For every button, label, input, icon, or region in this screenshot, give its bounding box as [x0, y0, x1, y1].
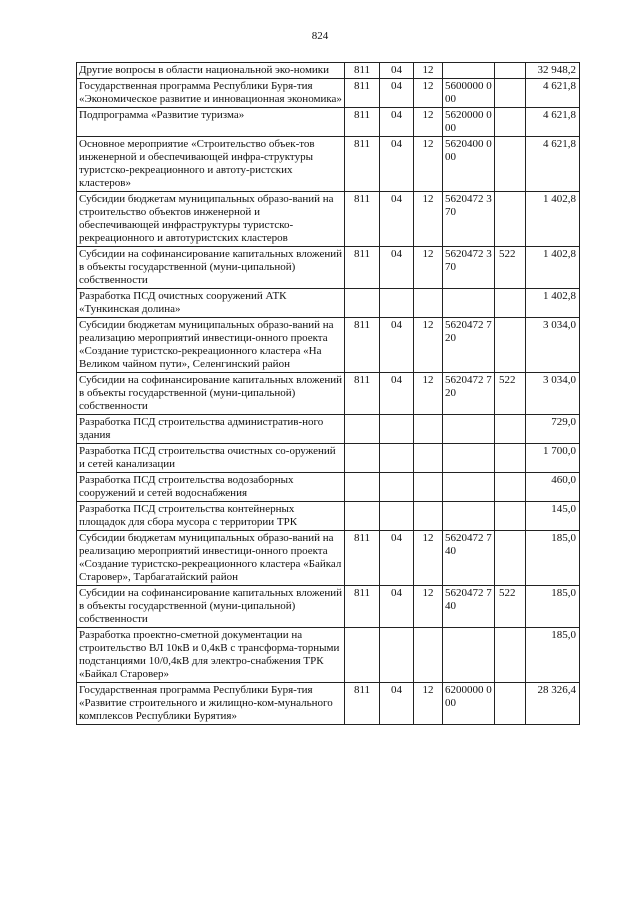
budget-table [76, 62, 580, 725]
ministry-code-cell: 811 [345, 247, 380, 289]
ministry-code-cell [345, 444, 380, 473]
section-code-cell [380, 444, 414, 473]
amount-cell: 3 034,0 [526, 373, 580, 415]
page-number: 824 [311, 30, 329, 42]
table-row [77, 192, 580, 247]
amount-cell: 145,0 [526, 502, 580, 531]
section-code-cell: 04 [380, 247, 414, 289]
item-name-cell: Разработка ПСД строительства административ-ного здания [77, 415, 345, 444]
amount-cell: 32 948,2 [526, 63, 580, 79]
table-row [77, 373, 580, 415]
target-article-cell [443, 473, 495, 502]
item-name-cell: Субсидии бюджетам муниципальных образо-ваний на строительство объектов инженерной и обеспечивающей инфраструктуры туристско-рекреационного и автотуристских кластеров [77, 192, 345, 247]
item-name-cell: Разработка проектно-сметной документации на строительство ВЛ 10кВ и 0,4кВ с трансформа-торными подстанциями 10/0,4кВ для электро-снабжения ТРК «Байкал Старовер» [77, 628, 345, 683]
expense-type-cell [495, 63, 526, 79]
section-code-cell: 04 [380, 683, 414, 725]
ministry-code-cell [345, 502, 380, 531]
item-name-cell: Субсидии на софинансирование капитальных вложений в объекты государственной (муни-ципальной) собственности [77, 586, 345, 628]
expense-type-cell [495, 192, 526, 247]
subsection-code-cell: 12 [414, 318, 443, 373]
subsection-code-cell: 12 [414, 137, 443, 192]
ministry-code-cell [345, 628, 380, 683]
table-row [77, 444, 580, 473]
section-code-cell [380, 289, 414, 318]
expense-type-cell [495, 531, 526, 586]
ministry-code-cell: 811 [345, 586, 380, 628]
ministry-code-cell: 811 [345, 318, 380, 373]
item-name-cell: Государственная программа Республики Буря-тия «Экономическое развитие и инновационная экономика» [77, 79, 345, 108]
amount-cell: 4 621,8 [526, 137, 580, 192]
item-name-cell: Субсидии бюджетам муниципальных образо-ваний на реализацию мероприятий инвестици-онного проекта «Создание туристско-рекреационного кластера «На Великом чайном пути», Селенгинский район [77, 318, 345, 373]
section-code-cell: 04 [380, 79, 414, 108]
target-article-cell: 5620472 370 [443, 247, 495, 289]
subsection-code-cell: 12 [414, 79, 443, 108]
expense-type-cell [495, 502, 526, 531]
ministry-code-cell: 811 [345, 531, 380, 586]
ministry-code-cell [345, 473, 380, 502]
ministry-code-cell [345, 415, 380, 444]
subsection-code-cell: 12 [414, 683, 443, 725]
item-name-cell: Разработка ПСД строительства очистных со-оружений и сетей канализации [77, 444, 345, 473]
target-article-cell: 5620472 740 [443, 586, 495, 628]
item-name-cell: Другие вопросы в области национальной эко-номики [77, 63, 345, 79]
target-article-cell: 5620472 720 [443, 318, 495, 373]
table-row [77, 502, 580, 531]
amount-cell: 185,0 [526, 586, 580, 628]
expense-type-cell [495, 79, 526, 108]
target-article-cell: 5620472 740 [443, 531, 495, 586]
subsection-code-cell [414, 289, 443, 318]
ministry-code-cell: 811 [345, 63, 380, 79]
expense-type-cell: 522 [495, 247, 526, 289]
ministry-code-cell: 811 [345, 137, 380, 192]
section-code-cell: 04 [380, 108, 414, 137]
section-code-cell [380, 502, 414, 531]
target-article-cell: 6200000 000 [443, 683, 495, 725]
ministry-code-cell: 811 [345, 192, 380, 247]
item-name-cell: Разработка ПСД строительства контейнерных площадок для сбора мусора с территории ТРК [77, 502, 345, 531]
section-code-cell [380, 415, 414, 444]
expense-type-cell [495, 473, 526, 502]
target-article-cell [443, 444, 495, 473]
expense-type-cell [495, 137, 526, 192]
table-row [77, 289, 580, 318]
table-row [77, 318, 580, 373]
amount-cell: 1 402,8 [526, 247, 580, 289]
expense-type-cell [495, 289, 526, 318]
expense-type-cell: 522 [495, 586, 526, 628]
section-code-cell: 04 [380, 63, 414, 79]
expense-type-cell [495, 415, 526, 444]
subsection-code-cell [414, 473, 443, 502]
table-body [77, 63, 580, 725]
target-article-cell [443, 415, 495, 444]
amount-cell: 28 326,4 [526, 683, 580, 725]
section-code-cell: 04 [380, 137, 414, 192]
table-row [77, 628, 580, 683]
amount-cell: 460,0 [526, 473, 580, 502]
target-article-cell: 5600000 000 [443, 79, 495, 108]
table-row [77, 137, 580, 192]
item-name-cell: Государственная программа Республики Буря-тия «Развитие строительного и жилищно-ком-мунального комплексов Республики Бурятия» [77, 683, 345, 725]
target-article-cell [443, 63, 495, 79]
table-row [77, 79, 580, 108]
table-row [77, 586, 580, 628]
target-article-cell: 5620400 000 [443, 137, 495, 192]
item-name-cell: Субсидии на софинансирование капитальных вложений в объекты государственной (муни-ципальной) собственности [77, 247, 345, 289]
expense-type-cell [495, 108, 526, 137]
item-name-cell: Разработка ПСД строительства водозаборных сооружений и сетей водоснабжения [77, 473, 345, 502]
section-code-cell: 04 [380, 318, 414, 373]
item-name-cell: Субсидии бюджетам муниципальных образо-ваний на реализацию мероприятий инвестици-онного проекта «Создание туристско-рекреационного кластера «Байкал Старовер», Тарбагатайский район [77, 531, 345, 586]
expense-type-cell [495, 318, 526, 373]
expense-type-cell: 522 [495, 373, 526, 415]
target-article-cell: 5620472 720 [443, 373, 495, 415]
item-name-cell: Подпрограмма «Развитие туризма» [77, 108, 345, 137]
amount-cell: 1 402,8 [526, 289, 580, 318]
target-article-cell: 5620472 370 [443, 192, 495, 247]
amount-cell: 1 402,8 [526, 192, 580, 247]
target-article-cell [443, 502, 495, 531]
amount-cell: 4 621,8 [526, 108, 580, 137]
ministry-code-cell: 811 [345, 683, 380, 725]
ministry-code-cell: 811 [345, 79, 380, 108]
section-code-cell [380, 473, 414, 502]
amount-cell: 185,0 [526, 531, 580, 586]
expense-type-cell [495, 683, 526, 725]
amount-cell: 729,0 [526, 415, 580, 444]
subsection-code-cell [414, 628, 443, 683]
subsection-code-cell: 12 [414, 586, 443, 628]
table-row [77, 683, 580, 725]
subsection-code-cell: 12 [414, 247, 443, 289]
subsection-code-cell: 12 [414, 63, 443, 79]
item-name-cell: Субсидии на софинансирование капитальных вложений в объекты государственной (муни-ципальной) собственности [77, 373, 345, 415]
ministry-code-cell [345, 289, 380, 318]
expense-type-cell [495, 444, 526, 473]
subsection-code-cell [414, 502, 443, 531]
subsection-code-cell: 12 [414, 192, 443, 247]
table-row [77, 108, 580, 137]
table-row [77, 415, 580, 444]
amount-cell: 4 621,8 [526, 79, 580, 108]
target-article-cell [443, 628, 495, 683]
subsection-code-cell [414, 415, 443, 444]
amount-cell: 185,0 [526, 628, 580, 683]
subsection-code-cell: 12 [414, 108, 443, 137]
section-code-cell: 04 [380, 192, 414, 247]
table-row [77, 247, 580, 289]
amount-cell: 3 034,0 [526, 318, 580, 373]
target-article-cell [443, 289, 495, 318]
subsection-code-cell [414, 444, 443, 473]
item-name-cell: Разработка ПСД очистных сооружений АТК «Тункинская долина» [77, 289, 345, 318]
section-code-cell: 04 [380, 373, 414, 415]
ministry-code-cell: 811 [345, 373, 380, 415]
subsection-code-cell: 12 [414, 531, 443, 586]
expense-type-cell [495, 628, 526, 683]
target-article-cell: 5620000 000 [443, 108, 495, 137]
table-row [77, 473, 580, 502]
amount-cell: 1 700,0 [526, 444, 580, 473]
ministry-code-cell: 811 [345, 108, 380, 137]
table-row [77, 531, 580, 586]
table-row [77, 63, 580, 79]
section-code-cell: 04 [380, 586, 414, 628]
subsection-code-cell: 12 [414, 373, 443, 415]
section-code-cell [380, 628, 414, 683]
section-code-cell: 04 [380, 531, 414, 586]
item-name-cell: Основное мероприятие «Строительство объек-тов инженерной и обеспечивающей инфра-структуры туристско-рекреационного и автоту-ристских кластеров» [77, 137, 345, 192]
